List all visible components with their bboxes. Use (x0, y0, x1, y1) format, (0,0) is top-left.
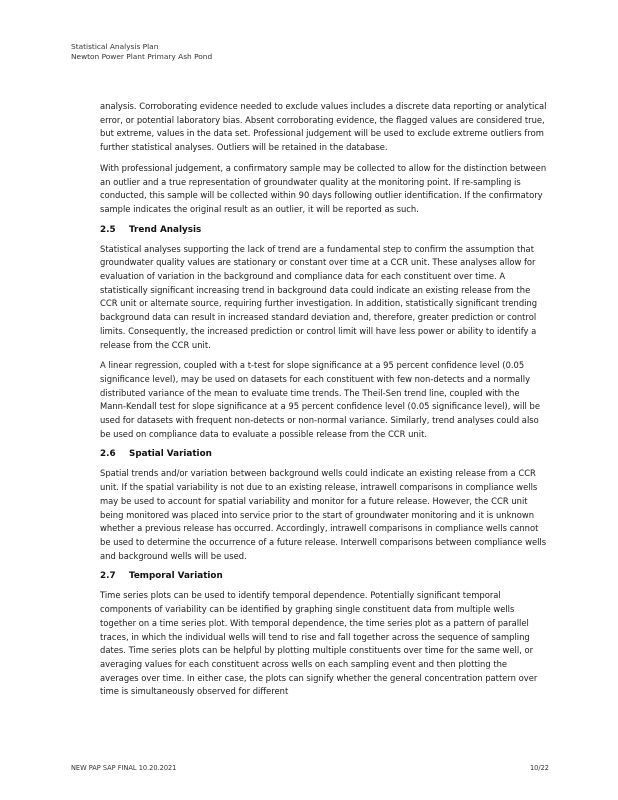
footer-file-name: NEW PAP SAP FINAL 10.20.2021 (71, 764, 177, 772)
paragraph-outlier-continued: analysis. Corroborating evidence needed to exclude values includes a discrete data reporting or analytical error, or potential laboratory bias. Absent corroborating evidence, the flagged values are considered true, but extreme, values in the data set. Professional judgement will be used to exclude extreme outliers from further statistical analyses. Outliers will be retained in the database. (100, 101, 547, 153)
section-heading-temporal-variation (100, 570, 548, 583)
body-content (100, 100, 548, 697)
header-site-name: Newton Power Plant Primary Ash Pond (71, 51, 213, 61)
section-heading-spatial-variation (100, 448, 548, 461)
running-header (71, 42, 212, 61)
header-document-title: Statistical Analysis Plan (71, 42, 159, 51)
section-number: 2.7 (100, 571, 116, 582)
section-title: Spatial Variation (129, 449, 212, 460)
section-number: 2.5 (100, 224, 116, 235)
paragraph-confirmatory-sample: With professional judgement, a confirmatory sample may be collected to allow for the distinction between an outlier and a true representation of groundwater quality at the monitoring point. If re-sampling is conducted, this sample will be collected within 90 days following outlier identification. If the confirmatory sample indicates the original result as an outlier, it will be reported as such. (100, 162, 547, 214)
paragraph-trend-analysis-2: A linear regression, coupled with a t-test for slope significance at a 95 percent confidence level (0.05 significance level), may be used on datasets for each constituent with few non-detects and a normally distributed variance of the mean to evaluate time trends. The Theil-Sen trend line, coupled with the Mann-Kendall test for slope significance at a 95 percent confidence level (0.05 significance level), will be used for datasets with frequent non-detects or non-normal variance. Similarly, trend analyses could also be used on compliance data to evaluate a possible release from the CCR unit. (100, 360, 540, 439)
section-title: Temporal Variation (129, 571, 223, 582)
paragraph-temporal-variation: Time series plots can be used to identify temporal dependence. Potentially significant temporal components of variability can be identified by graphing single constituent data from multiple wells together on a time series plot. With temporal dependence, the time series plot as a pattern of parallel traces, in which the individual wells will tend to rise and fall together across the sequence of sampling dates. Time series plots can be helpful by plotting multiple constituents over time for the same well, or averaging values for each constituent across wells on each sampling event and then plotting the averages over time. In either case, the plots can signify whether the general concentration pattern over time is simultaneously observed for different (100, 590, 538, 697)
section-title: Trend Analysis (129, 224, 202, 235)
section-heading-trend-analysis (100, 224, 548, 237)
section-number: 2.6 (100, 449, 116, 460)
page-number: 10/22 (529, 764, 549, 772)
paragraph-spatial-variation: Spatial trends and/or variation between background wells could indicate an existing release from a CCR unit. If the spatial variability is not due to an existing release, intrawell comparisons in compliance wells may be used to account for spatial variability and monitor for a future release. However, the CCR unit being monitored was placed into service prior to the start of groundwater monitoring and it is unknown whether a previous release has occurred. Accordingly, intrawell comparisons in compliance wells cannot be used to determine the occurrence of a future release. Interwell comparisons between compliance wells and background wells will be used. (100, 468, 547, 561)
paragraph-trend-analysis-1: Statistical analyses supporting the lack of trend are a fundamental step to confirm the assumption that groundwater quality values are stationary or constant over time at a CCR unit. These analyses allow for evaluation of variation in the background and compliance data for each constituent over time. A statistically significant increasing trend in background data could indicate an existing release from the CCR unit or alternate source, requiring further investigation. In addition, statistically significant trending background data can result in increased standard deviation and, therefore, greater prediction or control limits. Consequently, the increased prediction or control limit will have less power or ability to identify a release from the CCR unit. (100, 243, 538, 350)
